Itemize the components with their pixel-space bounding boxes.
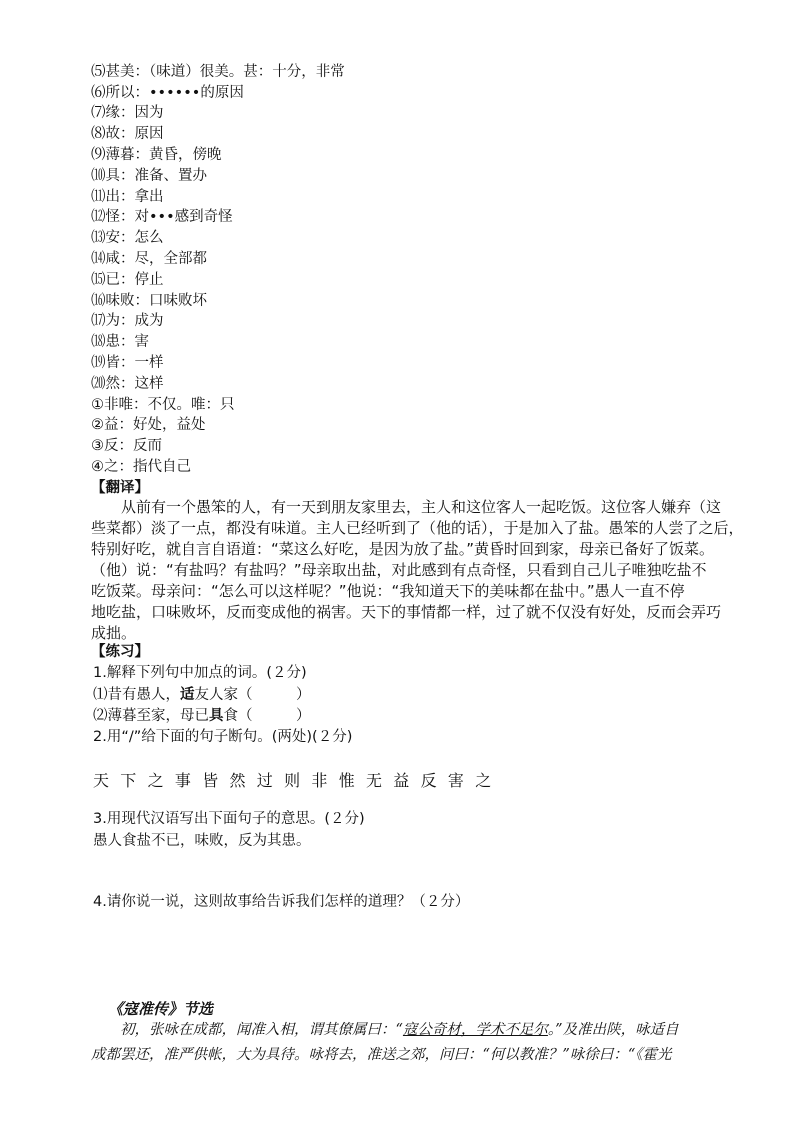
passage-line (91, 1018, 741, 1043)
question-1b (93, 707, 311, 725)
note-item: ⒀安：怎么 (91, 230, 164, 246)
note-item: ③反：反而 (91, 438, 162, 454)
note-item: ⑿怪：对•••感到奇怪 (91, 209, 233, 225)
translation-line: 地吃盐，口味败坏，反而变成他的祸害。天下的事情都一样，过了就不仅没有好处，反而会弄巧 (91, 603, 722, 621)
note-item: ⒇然：这样 (91, 376, 164, 392)
note-item: ⑽具：准备、置办 (91, 168, 207, 184)
note-item: ②益：好处，益处 (91, 417, 206, 433)
translation-line: 些菜都）淡了一点，都没有味道。主人已经听到了（他的话），于是加入了盐。愚笨的人尝了之后， (91, 519, 744, 537)
note-item: ⒅患：害 (91, 334, 149, 350)
answer-blank[interactable]: 食（ ） (223, 708, 311, 724)
punctuation-sentence: 天下之事皆然过则非惟无益反害之 (93, 771, 503, 790)
question-1: 1.解释下列句中加点的词。(２分) (93, 665, 307, 681)
note-item: ⒂已：停止 (91, 272, 164, 288)
translation-line: 从前有一个愚笨的人，有一天到朋友家里去，主人和这位客人一起吃饭。这位客人嫌弃（这 (91, 498, 722, 516)
question-1a (93, 686, 311, 704)
passage-text: 初，张咏在成都，闻准入相，谓其僚属曰：“ (91, 1022, 403, 1038)
translation-paragraph (91, 497, 744, 644)
dotted-word: 具 (209, 708, 224, 724)
note-item: ⑾出：拿出 (91, 189, 164, 205)
translation-line: 吃饭菜。母亲问：“怎么可以这样呢？”他说：“我知道天下的美味都在盐中。”愚人一直不停 (91, 582, 685, 600)
question-3: 3.用现代汉语写出下面句子的意思。(２分) (93, 811, 365, 827)
question-1a-text: ⑴昔有愚人， (93, 687, 180, 703)
note-item: ⑸甚美：（味道）很美。甚：十分，非常 (91, 64, 345, 80)
underlined-phrase: 寇公奇材，学术不足尔 (402, 1022, 548, 1038)
note-item: ①非唯：不仅。唯：只 (91, 397, 235, 413)
note-item: ⑼薄暮：黄昏，傍晚 (91, 147, 222, 163)
question-2: 2.用“/”给下面的句子断句。(两处)(２分) (93, 729, 353, 745)
question-4: 4.请你说一说，这则故事给告诉我们怎样的道理？（２分） (93, 894, 470, 910)
translation-line: 成拙。 (91, 624, 137, 642)
note-item: ⑺缘：因为 (91, 105, 164, 121)
passage-body (91, 1018, 741, 1068)
translation-heading: 【翻译】 (91, 480, 149, 496)
note-item: ⒃味败：口味败坏 (91, 293, 207, 309)
note-item: ⑹所以：••••••的原因 (91, 85, 244, 101)
note-item: ④之：指代自己 (91, 459, 191, 475)
question-1b-text: ⑵薄暮至家，母已 (93, 708, 209, 724)
passage-title: 《寇准传》节选 (108, 1000, 214, 1018)
exercise-heading: 【练习】 (91, 644, 149, 660)
passage-text: 。”及准出陕，咏适自 (547, 1022, 679, 1038)
question-3-sentence: 愚人食盐不已，味败，反为其患。 (93, 833, 311, 849)
translation-line: （他）说：“有盐吗？有盐吗？”母亲取出盐，对此感到有点奇怪，只看到自己儿子唯独吃盐不 (91, 561, 707, 579)
note-item: ⑻故：原因 (91, 126, 164, 142)
note-item: ⒄为：成为 (91, 313, 164, 329)
note-item: ⒁咸：尽，全部都 (91, 251, 207, 267)
note-item: ⒆皆：一样 (91, 355, 164, 371)
translation-line: 特别好吃，就自言自语道：“菜这么好吃，是因为放了盐。”黄昏时回到家，母亲已备好了饭菜。 (91, 540, 715, 558)
answer-blank[interactable]: 友人家（ ） (194, 687, 311, 703)
dotted-word: 适 (180, 687, 195, 703)
passage-line: 成都罢还，准严供帐，大为具待。咏将去，准送之郊，问曰：“何以教准？”咏徐曰：“《霍光 (91, 1047, 672, 1063)
